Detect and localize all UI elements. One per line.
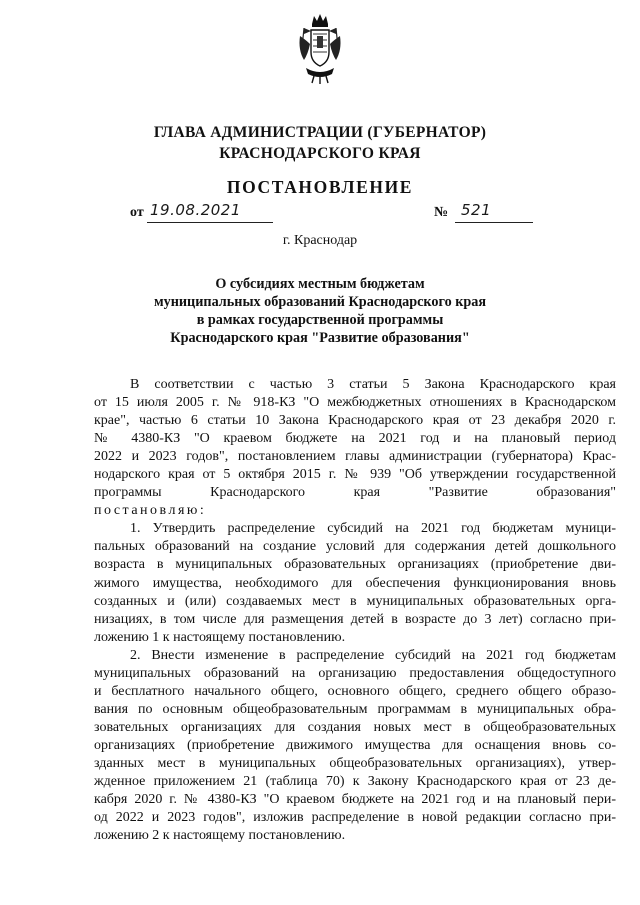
- text-line: пальных образований на создание условий для содержания детей дошкольного: [94, 539, 616, 555]
- number-underline: [455, 222, 533, 223]
- resolve-word: постановляю:: [94, 503, 207, 519]
- text-line: зовательных организациях для создания новых мест в общеобразовательных: [94, 719, 616, 735]
- text-line: возраста в муниципальных образовательных организациях (приобретение дви-: [94, 557, 616, 573]
- number-label: №: [434, 205, 449, 220]
- document-type: ПОСТАНОВЛЕНИЕ: [226, 177, 414, 197]
- text-line: ложению 1 к настоящему постановлению.: [94, 629, 346, 645]
- text-line: муниципальных образований на организацию предоставления общедоступного: [94, 665, 616, 681]
- date-underline: [147, 222, 273, 223]
- text-line: крае", частью 6 статьи 10 Закона Краснодарского края от 23 декабря 2020 г.: [94, 413, 616, 429]
- text-line: од 2022 и 2023 годов", изложив распределение в новой редакции согласно при-: [94, 810, 616, 826]
- text-line: низациях, в том числе для размещения детей в возрасте до 3 лет) согласно при-: [94, 611, 616, 627]
- document-body: [94, 376, 616, 845]
- text-line: зданных мест в муниципальных общеобразовательных организациях), утвер-: [94, 755, 616, 771]
- text-line: ложению 2 к настоящему постановлению.: [94, 828, 346, 844]
- text-line: кабря 2020 г. № 4380-КЗ "О краевом бюджете на 2021 год и на плановый пери-: [94, 792, 616, 808]
- date-label: от: [130, 205, 144, 220]
- text-line: программы Краснодарского края "Развитие образования": [94, 485, 616, 501]
- title-line-3: в рамках государственной программы: [196, 312, 444, 328]
- text-line: и бесплатного начального общего, основного общего, среднего общего образо-: [94, 683, 616, 699]
- text-line: от 15 июля 2005 г. № 918-КЗ "О межбюджетных отношениях в Краснодарском: [94, 395, 616, 411]
- text-line: организациях (приобретение движимого имущества для оснащения вновь со-: [94, 737, 616, 753]
- city: г. Краснодар: [282, 233, 358, 248]
- coat-of-arms-icon: [296, 14, 344, 84]
- text-line: созданных и (или) создаваемых мест в муниципальных образовательных орга-: [94, 593, 616, 609]
- text-line: вания по основным общеобразовательным программам в муниципальных обра-: [94, 701, 616, 717]
- preamble-paragraph: [94, 376, 616, 520]
- title-line-4: Краснодарского края "Развитие образования": [170, 330, 470, 346]
- date-value: 19.08.2021: [150, 201, 241, 219]
- organization-line-2: КРАСНОДАРСКОГО КРАЯ: [219, 145, 421, 162]
- text-line: В соответствии с частью 3 статьи 5 Закона Краснодарского края: [130, 377, 616, 392]
- text-line: 1. Утвердить распределение субсидий на 2021 год бюджетам муници-: [130, 521, 616, 537]
- text-line: жимого имущества, необходимого для обеспечения функционирования вновь: [94, 575, 616, 591]
- text-line: 2022 и 2023 годов", постановлением главы администрации (губернатора) Крас-: [94, 449, 616, 465]
- text-line: № 4380-КЗ "О краевом бюджете на 2021 год и на плановый период: [94, 431, 616, 447]
- title-line-1: О субсидиях местным бюджетам: [215, 276, 425, 292]
- title-line-2: муниципальных образований Краснодарского края: [153, 294, 487, 310]
- organization-line-1: ГЛАВА АДМИНИСТРАЦИИ (ГУБЕРНАТОР): [153, 124, 487, 141]
- text-line: нодарского края от 5 октября 2015 г. № 939 "Об утверждении государственной: [94, 467, 616, 483]
- paragraph-1: [94, 520, 616, 646]
- paragraph-2: [94, 647, 616, 846]
- text-line: жденное приложением 21 (таблица 70) к Закону Краснодарского края от 23 де-: [94, 774, 616, 790]
- text-line: 2. Внести изменение в распределение субсидий на 2021 год бюджетам: [130, 647, 616, 663]
- number-value: 521: [461, 201, 492, 219]
